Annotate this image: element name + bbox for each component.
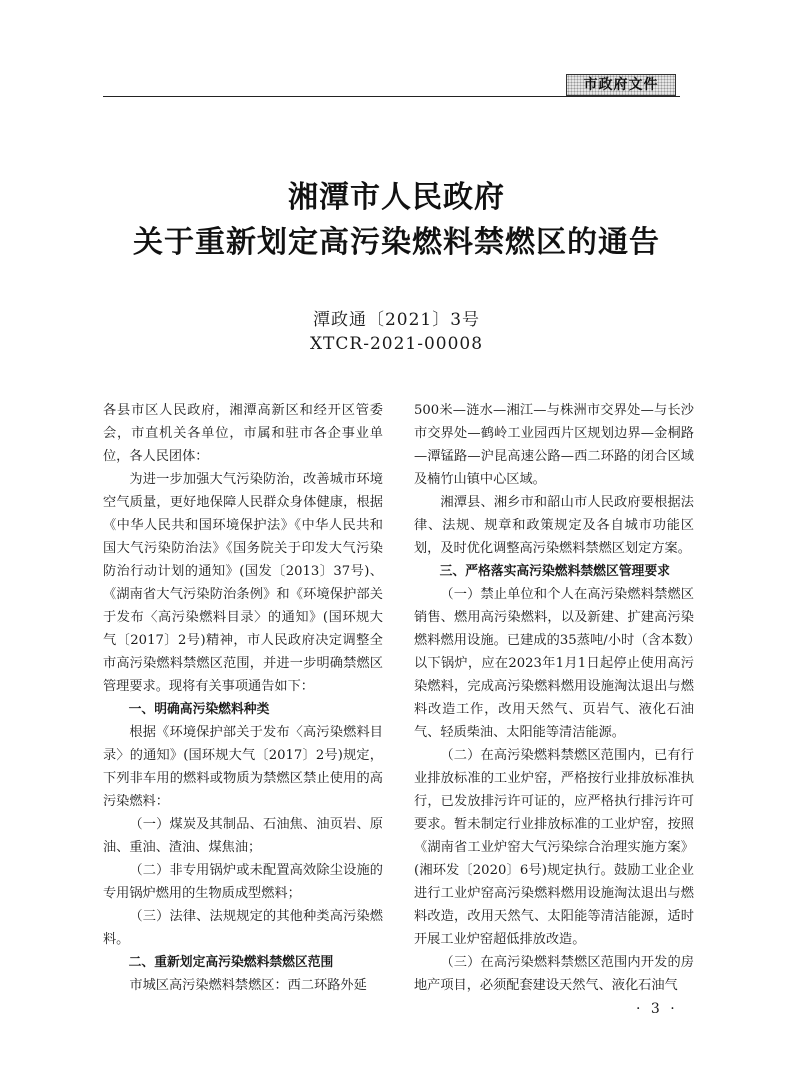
document-category-badge: 市政府文件 (566, 74, 676, 96)
paragraph-continuation: 500米—涟水—湘江—与株洲市交界处—与长沙市交界处—鹤岭工业园西片区规划边界—金桐路—潭锰路—沪昆高速公路—西二环路的闭合区域及楠竹山镇中心区域。 (414, 403, 694, 487)
paragraph: 市城区高污染燃料禁燃区：西二环路外延 (129, 978, 367, 993)
right-column (414, 399, 694, 997)
paragraph: （一）煤炭及其制品、石油焦、油页岩、原油、重油、渣油、煤焦油； (103, 817, 383, 855)
paragraph: （三）在高污染燃料禁燃区范围内开发的房地产项目，必须配套建设天然气、液化石油气 (414, 955, 694, 993)
title-line-2: 关于重新划定高污染燃料禁燃区的通告 (133, 225, 660, 260)
paragraph: （三）法律、法规规定的其他种类高污染燃料。 (103, 909, 383, 947)
document-code: XTCR-2021-00008 (309, 334, 484, 354)
paragraph: （二）非专用锅炉或未配置高效除尘设施的专用锅炉燃用的生物质成型燃料； (103, 863, 383, 901)
section-heading: 三、严格落实高污染燃料禁燃区管理要求 (439, 564, 670, 579)
page-number: · 3 · (636, 1001, 678, 1017)
salutation: 各县市区人民政府，湘潭高新区和经开区管委会，市直机关各单位，市属和驻市各企事业单位，各人民团体： (103, 403, 383, 464)
paragraph: 为进一步加强大气污染防治，改善城市环境空气质量，更好地保障人民群众身体健康，根据《中华人民共和国环境保护法》《中华人民共和国大气污染防治法》《国务院关于印发大气污染防治行动计划的通知》(国发〔2013〕37号)、《湖南省大气污染防治条例》和《环境保护部关于发布〈高污染燃料目录〉的通知》(国环规大气〔2017〕2号)精神，市人民政府决定调整全市高污染燃料禁燃区范围，并进一步明确禁燃区管理要求。现将有关事项通告如下： (103, 472, 383, 694)
left-column (103, 399, 383, 997)
paragraph: （一）禁止单位和个人在高污染燃料禁燃区销售、燃用高污染燃料，以及新建、扩建高污染燃料燃用设施。已建成的35蒸吨/小时（含本数）以下锅炉，应在2023年1月1日起停止使用高污染燃料，完成高污染燃料燃用设施淘汰退出与燃料改造工作，改用天然气、页岩气、液化石油气、轻质柴油、太阳能等清洁能源。 (414, 587, 694, 740)
title-line-1: 湘潭市人民政府 (288, 180, 505, 215)
paragraph: 根据《环境保护部关于发布〈高污染燃料目录〉的通知》(国环规大气〔2017〕2号)规定，下列非车用的燃料或物质为禁燃区禁止使用的高污染燃料： (103, 725, 383, 809)
paragraph: （二）在高污染燃料禁燃区范围内，已有行业排放标准的工业炉窑，严格按行业排放标准执行，已发放排污许可证的，应严格执行排污许可要求。暂未制定行业排放标准的工业炉窑，按照《湖南省工业炉窑大气污染综合治理实施方案》(湘环发〔2020〕6号)规定执行。鼓励工业企业进行工业炉窑高污染燃料燃用设施淘汰退出与燃料改造，改用天然气、太阳能等清洁能源，适时开展工业炉窑超低排放改造。 (414, 748, 694, 947)
paragraph: 湘潭县、湘乡市和韶山市人民政府要根据法律、法规、规章和政策规定及各自城市功能区划，及时优化调整高污染燃料禁燃区划定方案。 (414, 495, 694, 556)
header-rule (103, 96, 680, 97)
section-heading: 一、明确高污染燃料种类 (128, 702, 270, 717)
section-heading: 二、重新划定高污染燃料禁燃区范围 (128, 955, 334, 970)
document-number: 潭政通〔2021〕3号 (312, 310, 481, 330)
